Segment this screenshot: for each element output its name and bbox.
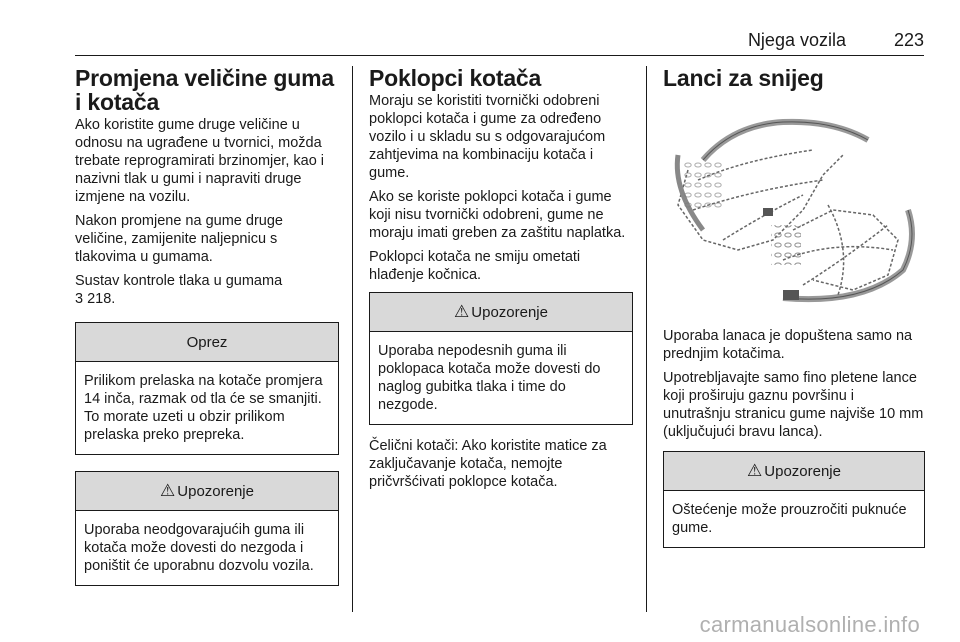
warning-triangle-icon: ⚠ — [454, 302, 470, 321]
header-rule — [75, 55, 924, 56]
warning-text: Uporaba neodgovarajućih guma ili kotača može dovesti do nezgoda i poništit će uporabnu dozvolu vozila. — [84, 522, 314, 574]
column-divider — [352, 66, 353, 612]
caution-header — [76, 323, 338, 362]
section-title: Njega vozila — [747, 30, 846, 50]
paragraph: Upotrebljavajte samo fino pletene lance koji proširuju gaznu površinu i unutrašnju stranicu gume najviše 10 mm (uključujući bravu lanca). — [663, 370, 924, 440]
heading-snow-chains: Lanci za snijeg — [663, 65, 824, 91]
page-header — [747, 30, 924, 51]
paragraph: Čelični kotači: Ako koristite matice za zaključavanje kotača, nemojte pričvršćivati poklopce kotača. — [369, 438, 607, 490]
page-number: 223 — [893, 30, 924, 50]
paragraph-text: Sustav kontrole tlaka u gumama — [75, 273, 283, 289]
warning-text: Uporaba nepodesnih guma ili poklopaca kotača može dovesti do naglog gubitka tlaka i time do nezgode. — [378, 343, 601, 413]
warning-text: Oštećenje može prouzročiti puknuće gume. — [672, 502, 907, 536]
paragraph: Ako se koriste poklopci kotača i gume koji nisu tvornički odobreni, gume ne moraju imati greben za zaštitu naplatka. — [369, 189, 626, 241]
paragraph: Uporaba lanaca je dopuštena samo na prednjim kotačima. — [663, 328, 913, 362]
caution-text: Prilikom prelaska na kotače promjera 14 inča, razmak od tla će se smanjiti. To morate uzeti u obzir prilikom prelaska preko prepreka. — [84, 373, 323, 443]
heading-wheel-covers: Poklopci kotača — [369, 65, 542, 91]
heading-tyre-size: Promjena veličine guma i kotača — [75, 65, 334, 115]
warning-box — [75, 471, 339, 586]
paragraph: Moraju se koristiti tvornički odobreni poklopci kotača i gume za određeno vozilo i u skladu su s odgovarajućom zahtjevima na kombinaciju kotača i gume. — [369, 93, 606, 181]
warning-title: Upozorenje — [764, 462, 841, 480]
caution-box — [75, 322, 339, 455]
column-tyre-size — [75, 66, 339, 586]
column-divider — [646, 66, 647, 612]
warning-header — [76, 472, 338, 511]
column-snow-chains — [663, 66, 925, 548]
warning-title: Upozorenje — [177, 482, 254, 500]
paragraph — [75, 272, 339, 308]
warning-box — [663, 451, 925, 548]
warning-title: Upozorenje — [471, 303, 548, 321]
warning-triangle-icon: ⚠ — [160, 481, 176, 500]
warning-box — [369, 292, 633, 425]
paragraph: Ako koristite gume druge veličine u odnosu na ugrađene u tvornici, možda trebate reprogramirati brzinomjer, kao i nazivni tlak u gumi i napraviti druge izmjene na vozilu. — [75, 117, 325, 205]
paragraph: Nakon promjene na gume druge veličine, zamijenite naljepnicu s tlakovima u gumama. — [75, 213, 283, 265]
page-reference-link[interactable]: 3 218. — [75, 291, 116, 307]
snow-chain-illustration — [663, 100, 925, 312]
paragraph: Poklopci kotača ne smiju ometati hlađenje kočnica. — [369, 249, 581, 283]
watermark-text: carmanualsonline.info — [699, 612, 920, 637]
warning-triangle-icon: ⚠ — [747, 461, 763, 480]
warning-header — [664, 452, 924, 491]
caution-title: Oprez — [186, 333, 228, 351]
column-wheel-covers — [369, 66, 633, 497]
warning-header — [370, 293, 632, 332]
